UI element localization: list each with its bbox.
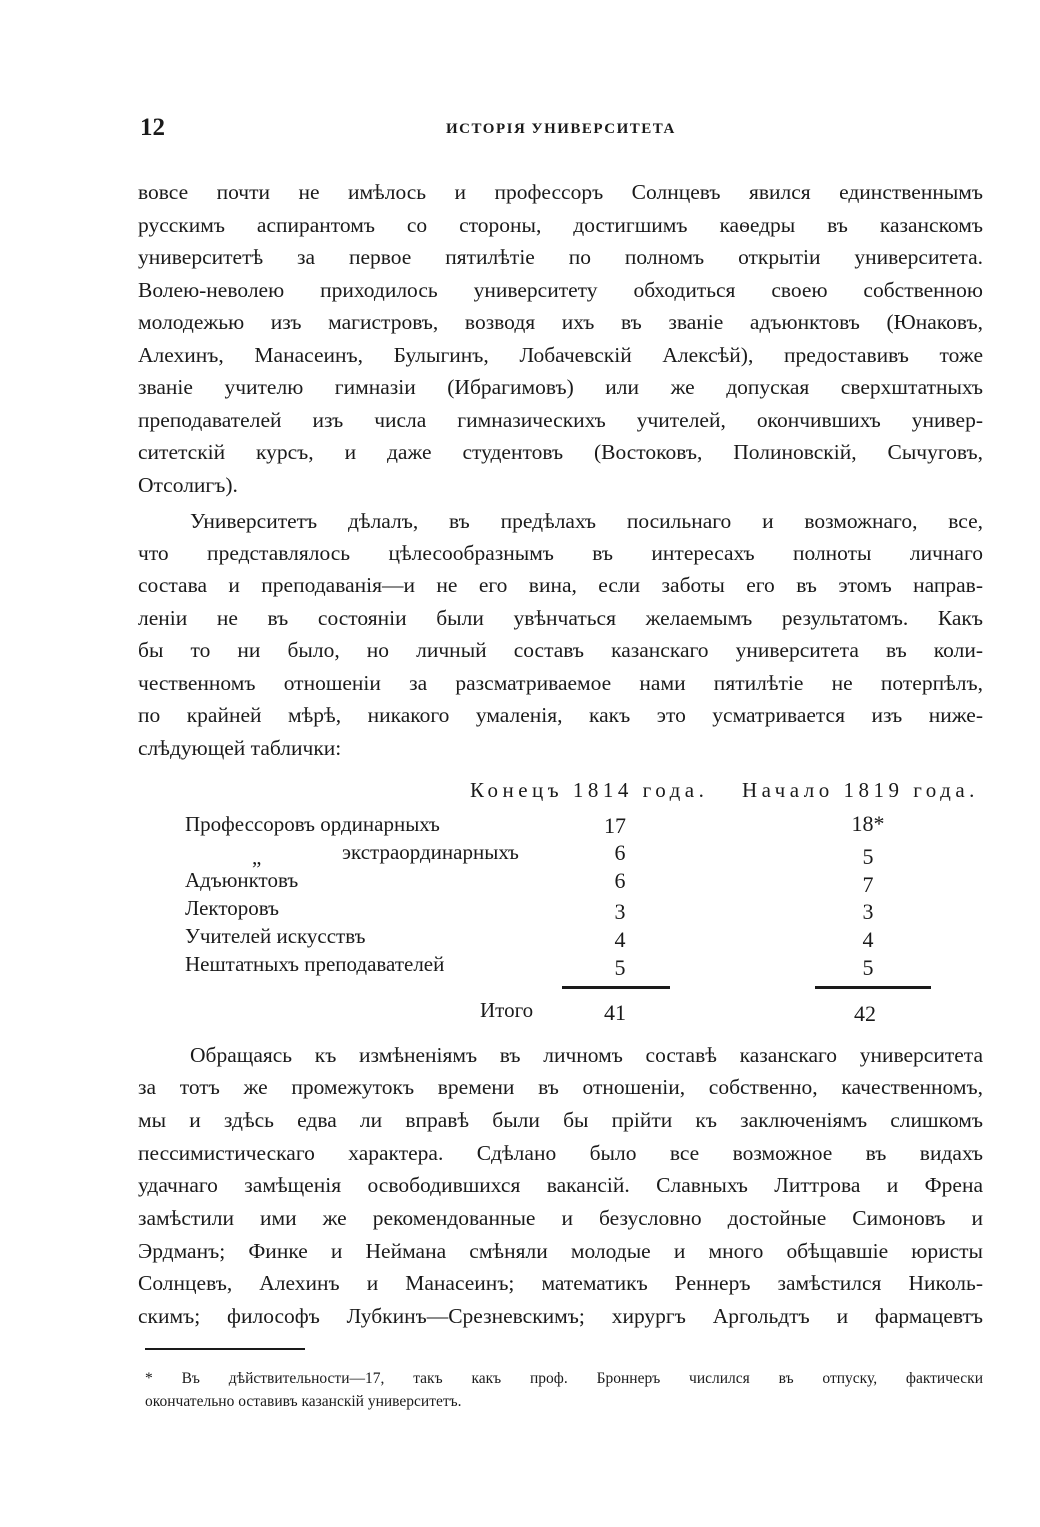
footnote-rule [145, 1348, 305, 1350]
value-1814: 17 [604, 813, 626, 838]
text-line: что представлялось цѣлесообразнымъ въ интересахъ полноты личнаго [138, 541, 983, 565]
total-label: Итого [480, 998, 534, 1022]
text-line: ситетскій курсъ, и даже студентовъ (Востоковъ, Полиновскій, Сычуговъ, [138, 440, 983, 464]
footnote-line: * Въ дѣйствительности—17, такъ какъ проф. Броннеръ числился въ отпуску, фактически [145, 1370, 983, 1387]
text-line: Отсолигъ). [138, 473, 238, 497]
value-1814: 5 [614, 955, 626, 980]
ditto-mark: „ [252, 845, 262, 869]
row-label: Адъюнктовъ [185, 868, 299, 892]
text-line: состава и преподаванія—и не его вина, если заботы его въ этомъ направ- [138, 573, 983, 597]
row-label: Нештатныхъ преподавателей [185, 952, 445, 976]
value-1819: 5 [862, 844, 874, 869]
row-label: Профессоровъ ординарныхъ [185, 812, 440, 836]
text-line: Солнцевъ, Алехинъ и Манасеинъ; математикъ Реннеръ замѣстился Николь- [138, 1271, 983, 1295]
text-line: преподавателей изъ числа гимназическихъ учителей, окончившихъ универ- [138, 408, 983, 432]
text-line: скимъ; философъ Лубкинъ—Срезневскимъ; хирургъ Аргольдтъ и фармацевтъ [138, 1304, 983, 1328]
row-label: Лекторовъ [185, 896, 279, 920]
value-1819: 7 [862, 872, 874, 897]
column-header-1814: Конецъ 1814 года. [470, 778, 709, 802]
text-line: леніи не въ состояніи были увѣнчаться желаемымъ результатомъ. Какъ [138, 606, 983, 630]
text-line: замѣстили ими же рекомендованные и безусловно достойные Симоновъ и [138, 1206, 983, 1230]
value-1819: 5 [862, 955, 874, 980]
value-1814: 6 [614, 840, 626, 865]
sum-rule-1819 [815, 986, 931, 989]
text-line: мы и здѣсь едва ли вправѣ были бы прійти къ заключеніямъ слишкомъ [138, 1108, 983, 1132]
text-line: за тотъ же промежутокъ времени въ отношеніи, собственно, качественномъ, [138, 1075, 983, 1099]
value-1819: 3 [862, 899, 874, 924]
text-line: университетѣ за первое пятилѣтіе по полномъ открытіи университета. [138, 245, 983, 269]
text-line: русскимъ аспирантомъ со стороны, достигшимъ каѳедры въ казанскомъ [138, 213, 983, 237]
row-label: Учителей искусствъ [185, 924, 366, 948]
text-line: чественномъ отношеніи за разсматриваемое нами пятилѣтіе не потерпѣлъ, [138, 671, 983, 695]
value-1819: 18* [851, 811, 885, 836]
text-line: бы то ни было, но личный составъ казанскаго университета въ коли- [138, 638, 983, 662]
text-line: Алехинъ, Манасеинъ, Булыгинъ, Лобачевскій Алексѣй), предоставивъ тоже [138, 343, 983, 367]
value-1814: 3 [614, 899, 626, 924]
text-line: молодежью изъ магистровъ, возводя ихъ въ званіе адъюнктовъ (Юнаковъ, [138, 310, 983, 334]
value-1814: 4 [614, 927, 626, 952]
text-line: удачнаго замѣщенія освободившихся вакансій. Славныхъ Литтрова и Френа [138, 1173, 983, 1197]
sum-rule-1814 [562, 986, 670, 989]
value-1814: 6 [614, 868, 626, 893]
text-line: званіе учителю гимназіи (Ибрагимовъ) или же допуская сверхштатныхъ [138, 375, 983, 399]
row-label: экстраординарныхъ [342, 840, 519, 864]
footnote-line: окончательно оставивъ казанскій университетъ. [145, 1393, 462, 1410]
text-line: пессимистическаго характера. Сдѣлано было все возможное въ видахъ [138, 1141, 983, 1165]
text-line: по крайней мѣрѣ, никакого умаленія, какъ это усматривается изъ ниже- [138, 703, 983, 727]
text-line: Обращаясь къ измѣненіямъ въ личномъ составѣ казанскаго университета [190, 1043, 983, 1067]
column-header-1819: Начало 1819 года. [742, 778, 979, 802]
total-1814: 41 [604, 1000, 626, 1025]
page-number: 12 [140, 114, 165, 141]
text-line: вовсе почти не имѣлось и профессоръ Солнцевъ явился единственнымъ [138, 180, 983, 204]
text-line: Эрдманъ; Финке и Неймана смѣняли молодые и много обѣщавшіе юристы [138, 1239, 983, 1263]
total-1819: 42 [854, 1001, 876, 1026]
text-line: Университетъ дѣлалъ, въ предѣлахъ посильнаго и возможнаго, все, [190, 509, 983, 533]
value-1819: 4 [862, 927, 874, 952]
text-line: Волею-неволею приходилось университету обходиться своею собственною [138, 278, 983, 302]
running-title: ИСТОРІЯ УНИВЕРСИТЕТА [446, 121, 676, 137]
text-line: слѣдующей таблички: [138, 736, 342, 760]
